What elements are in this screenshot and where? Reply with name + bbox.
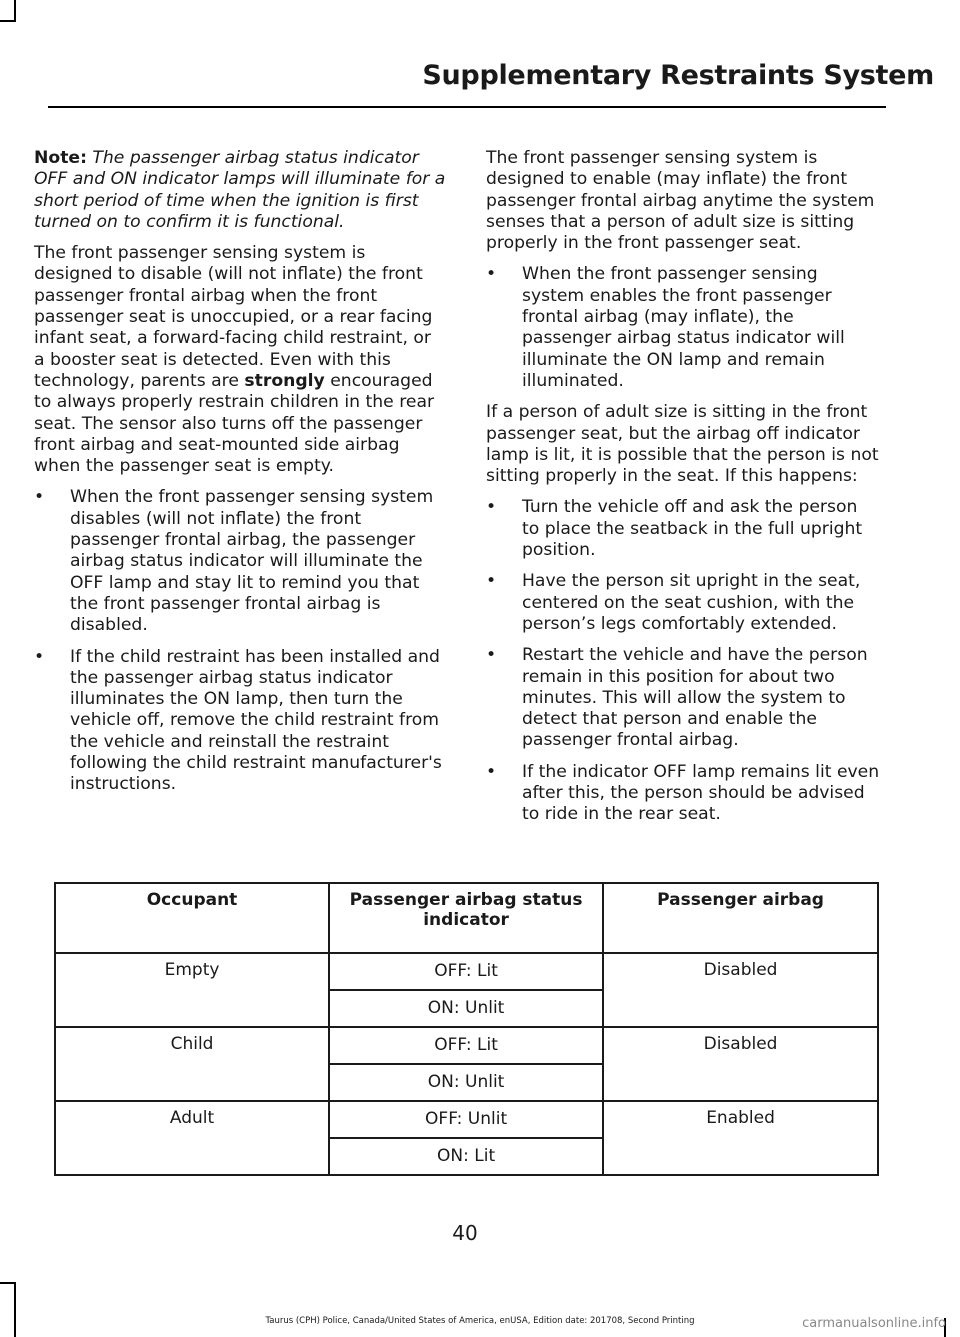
note-paragraph: [34, 148, 446, 233]
indicator-cell: OFF: Lit: [329, 1027, 603, 1064]
page-number: 40: [452, 1221, 478, 1245]
list-item-text: If the indicator OFF lamp remains lit even after this, the person should be advised to ride in the rear seat.: [522, 761, 880, 825]
airbag-cell: Disabled: [603, 953, 878, 1027]
list-item: [34, 647, 446, 796]
airbag-cell: Enabled: [603, 1101, 878, 1175]
edition-line: Taurus (CPH) Police, Canada/United States of America, enUSA, Edition date: 201708, Second Printing: [265, 1316, 695, 1326]
crop-mark: [0, 20, 16, 22]
indicator-cell: ON: Lit: [329, 1138, 603, 1175]
crop-mark: [0, 1282, 16, 1284]
body-paragraph: [34, 243, 446, 477]
column-header-occupant: Occupant: [55, 883, 329, 953]
list-item-text: Have the person sit upright in the seat, centered on the seat cushion, with the person’s legs comfortably extended.: [522, 571, 861, 634]
list-item: [486, 762, 880, 826]
para-text: The front passenger sensing system is designed to disable (will not inflate) the front passenger frontal airbag when the front passenger seat is unoccupied, or a rear facing infant seat, a forward-facing child restraint, or a booster seat is detected. Even with this technology, parents are: [34, 243, 433, 391]
column-header-indicator: Passenger airbag status indicator: [329, 883, 603, 953]
left-column: [34, 148, 446, 806]
body-paragraph: The front passenger sensing system is designed to enable (may inflate) the front passenger frontal airbag anytime the system senses that a person of adult size is sitting properly in the front passenger seat.: [486, 148, 875, 254]
indicator-cell: ON: Unlit: [329, 1064, 603, 1101]
table-row: [55, 953, 878, 990]
table-row: [55, 1027, 878, 1064]
list-item: [486, 497, 880, 561]
bullet-list: [34, 487, 446, 795]
indicator-cell: OFF: Unlit: [329, 1101, 603, 1138]
body-paragraph: If a person of adult size is sitting in the front passenger seat, but the airbag off indicator lamp is lit, it is possible that the person is not sitting properly in the seat. If this happens:: [486, 402, 879, 487]
list-item-text: Restart the vehicle and have the person remain in this position for about two minutes. This will allow the system to detect that person and enable the passenger frontal airbag.: [522, 645, 868, 751]
bullet-icon: •: [486, 497, 497, 518]
list-item: [486, 645, 880, 751]
occupant-cell: Empty: [55, 953, 329, 1027]
bullet-icon: •: [486, 571, 497, 592]
header-rule: [48, 106, 886, 108]
indicator-cell: ON: Unlit: [329, 990, 603, 1027]
list-item-text: If the child restraint has been installed and the passenger airbag status indicator illuminates the ON lamp, then turn the vehicle off, remove the child restraint from the vehicle and reinstall the restraint following the child restraint manufacturer's instructions.: [70, 646, 442, 795]
bullet-icon: •: [34, 646, 45, 667]
para-text: encouraged to always properly restrain children in the rear seat. The sensor also turns off the passenger front airbag and seat-mounted side airbag when the passenger seat is empty.: [34, 370, 435, 477]
note-label: Note:: [34, 148, 87, 168]
list-item-text: When the front passenger sensing system enables the front passenger frontal airbag (may inflate), the passenger airbag status indicator will illuminate the ON lamp and remain illuminated.: [522, 264, 845, 391]
list-item: [34, 487, 446, 636]
bullet-icon: •: [486, 645, 497, 666]
bullet-icon: •: [486, 264, 497, 285]
table-header-row: [55, 883, 878, 953]
occupant-cell: Adult: [55, 1101, 329, 1175]
bullet-list: [486, 264, 880, 392]
airbag-status-table: [54, 882, 879, 1176]
crop-mark: [14, 1282, 16, 1337]
bullet-icon: •: [486, 761, 497, 782]
airbag-cell: Disabled: [603, 1027, 878, 1101]
list-item: [486, 571, 880, 635]
indicator-cell: OFF: Lit: [329, 953, 603, 990]
list-item-text: When the front passenger sensing system disables (will not inflate) the front passenger frontal airbag, the passenger airbag status indicator will illuminate the OFF lamp and stay lit to remind you that the front passenger frontal airbag is disabled.: [70, 487, 434, 636]
table-row: [55, 1101, 878, 1138]
emphasis-text: strongly: [244, 370, 325, 391]
crop-mark: [14, 0, 16, 22]
watermark: carmanualsonline.info: [802, 1316, 946, 1331]
note-text: The passenger airbag status indicator OFF and ON indicator lamps will illuminate for a short period of time when the ignition is first turned on to confirm it is functional.: [34, 148, 446, 232]
page-title: Supplementary Restraints System: [422, 60, 934, 91]
list-item-text: Turn the vehicle off and ask the person to place the seatback in the full upright position.: [522, 497, 863, 561]
bullet-icon: •: [34, 487, 45, 508]
occupant-cell: Child: [55, 1027, 329, 1101]
right-column: [486, 148, 880, 836]
bullet-list: [486, 497, 880, 825]
column-header-airbag: Passenger airbag: [603, 883, 878, 953]
list-item: [486, 264, 880, 392]
